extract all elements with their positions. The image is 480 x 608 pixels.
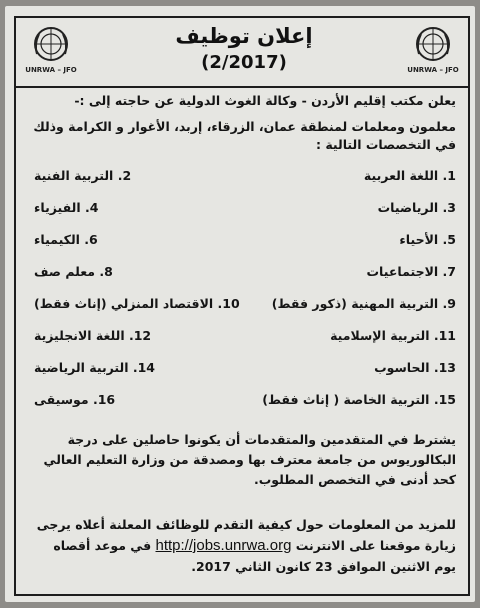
course-item: 15. التربية الخاصة ( إناث فقط) [262, 392, 456, 407]
unrwa-logo-right [404, 24, 462, 74]
course-item: 1. اللغة العربية [363, 168, 456, 183]
course-item: 10. الاقتصاد المنزلي (إناث فقط) [34, 296, 240, 311]
course-item: 16. موسيقى [34, 392, 116, 407]
specializations-list [34, 168, 456, 413]
course-item: 12. اللغة الانجليزية [34, 328, 152, 343]
un-emblem-icon [31, 24, 71, 64]
un-emblem-icon [413, 24, 453, 64]
course-item: 6. الكيمياء [34, 232, 98, 247]
logo-caption-left: UNRWA – JFO [25, 66, 77, 74]
application-text-before: للمزيد من المعلومات حول كيفية التقدم للوظائف المعلنة أعلاه يرجى زيارة موقعنا على الانترنت [36, 517, 456, 553]
course-item: 14. التربية الرياضية [34, 360, 156, 375]
course-item: 2. التربية الفنية [34, 168, 132, 183]
course-item: 5. الأحياء [399, 232, 456, 247]
logo-caption-right: UNRWA – JFO [407, 66, 459, 74]
unrwa-logo-left [22, 24, 80, 74]
positions-paragraph: معلمون ومعلمات لمنطقة عمان، الزرقاء، إربد، الأغوار و الكرامة وذلك في التخصصات التالية : [33, 119, 456, 152]
course-item: 13. الحاسوب [374, 360, 456, 375]
jobs-website-link[interactable]: http://jobs.unrwa.org [155, 537, 292, 554]
course-item: 8. معلم صف [34, 264, 113, 279]
requirements-paragraph: يشترط في المتقدمين والمتقدمات أن يكونوا حاصلين على درجة البكالوريوس من جامعة معترف بها ومصدقة من وزارة التعليم العالي كحد أدنى في التخصص المطلوب. [43, 432, 456, 487]
page-title: إعلان توظيف [175, 24, 313, 48]
application-deadline-text: في موعد أقصاه يوم الاثنين الموافق 23 كانون الثاني 2017. [53, 538, 456, 574]
advertisement-page [5, 6, 475, 602]
course-item: 7. الاجتماعيات [366, 264, 456, 279]
advertisement-frame [14, 16, 470, 596]
course-item: 11. التربية الإسلامية [330, 328, 456, 343]
announcement-number: (2/2017) [201, 52, 287, 73]
application-paragraph [28, 514, 456, 577]
course-item: 9. التربية المهنية (ذكور فقط) [271, 296, 456, 311]
course-item: 3. الرياضيات [377, 200, 456, 215]
intro-text: يعلن مكتب إقليم الأردن - وكالة الغوث الدولية عن حاجته إلى :- [74, 93, 456, 108]
course-item: 4. الفيزياء [34, 200, 99, 215]
header [16, 18, 468, 88]
